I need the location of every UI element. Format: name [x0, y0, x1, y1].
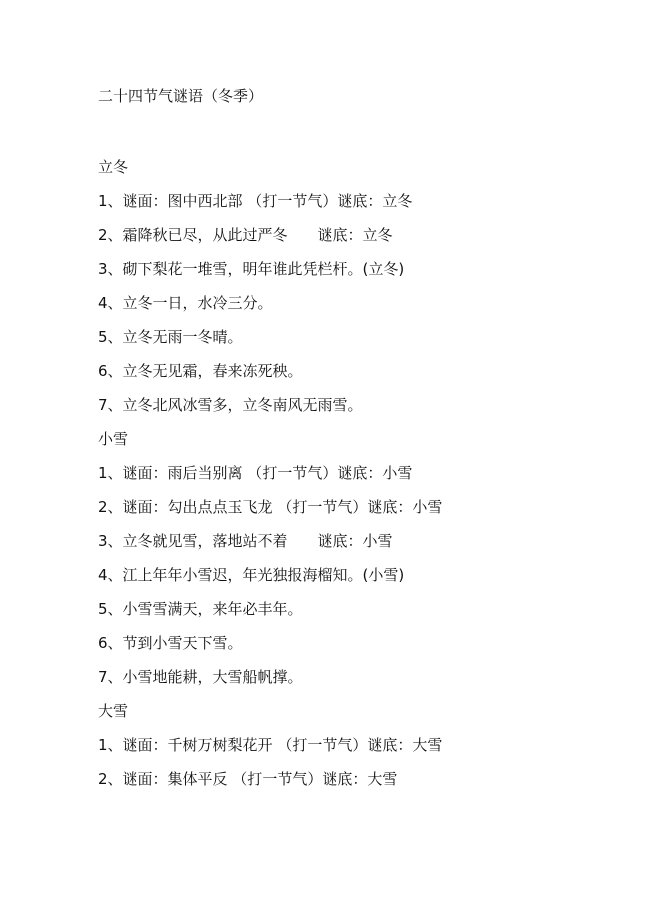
- list-item: 2、霜降秋已尽，从此过严冬 谜底：立冬: [98, 226, 393, 244]
- list-item: 3、砌下梨花一堆雪，明年谁此凭栏杆。(立冬): [98, 260, 405, 278]
- list-item: 3、立冬就见雪，落地站不着 谜底：小雪: [98, 532, 393, 550]
- list-item: 7、立冬北风冰雪多，立冬南风无雨雪。: [98, 396, 363, 414]
- list-item: 2、谜面：勾出点点玉飞龙 （打一节气）谜底：小雪: [98, 498, 443, 516]
- list-item: 1、谜面：雨后当别离 （打一节气）谜底：小雪: [98, 464, 413, 482]
- list-item: 1、谜面：图中西北部 （打一节气）谜底：立冬: [98, 192, 413, 210]
- section-heading-lidong: 立冬: [98, 158, 129, 176]
- section-heading-xiaoxue: 小雪: [98, 430, 129, 448]
- section-heading-daxue: 大雪: [98, 702, 129, 720]
- document-body: [98, 150, 618, 796]
- list-item: 2、谜面：集体平反 （打一节气）谜底：大雪: [98, 770, 398, 788]
- list-item: 7、小雪地能耕，大雪船帆撑。: [98, 668, 303, 686]
- list-item: 6、立冬无见霜，春来冻死秧。: [98, 362, 303, 380]
- list-item: 6、节到小雪天下雪。: [98, 634, 243, 652]
- list-item: 5、小雪雪满天，来年必丰年。: [98, 600, 303, 618]
- list-item: 4、立冬一日，水冷三分。: [98, 294, 273, 312]
- list-item: 1、谜面：千树万树梨花开 （打一节气）谜底：大雪: [98, 736, 443, 754]
- list-item: 4、江上年年小雪迟，年光独报海榴知。(小雪): [98, 566, 405, 584]
- list-item: 5、立冬无雨一冬晴。: [98, 328, 243, 346]
- document-title: 二十四节气谜语（冬季）: [98, 87, 264, 105]
